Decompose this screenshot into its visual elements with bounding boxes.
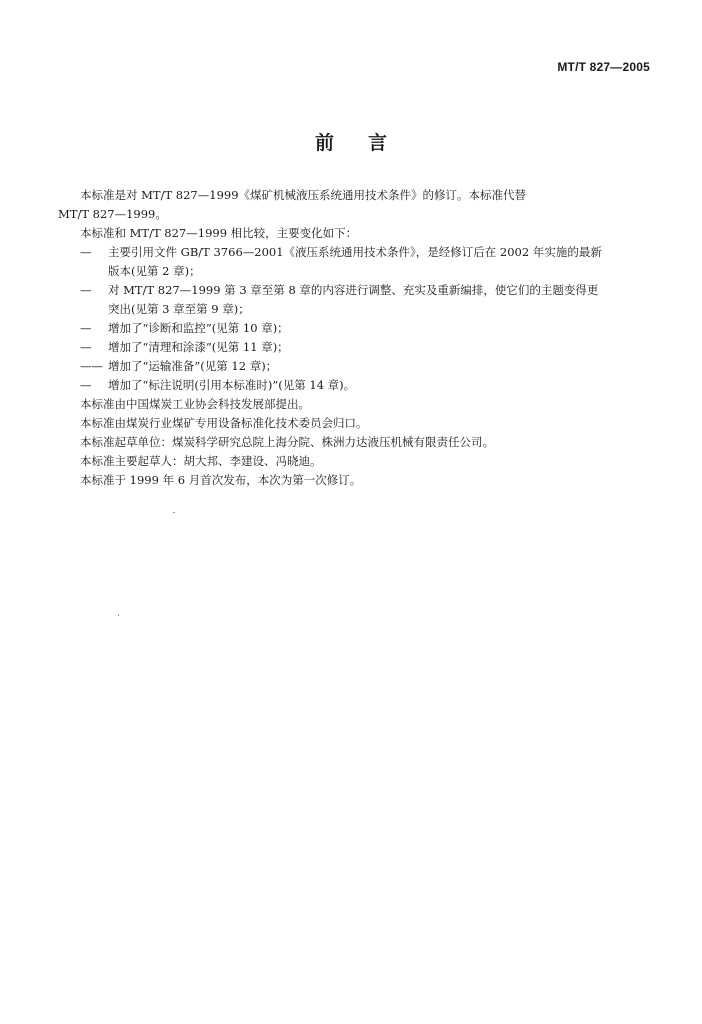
history-paragraph: 本标准于 1999 年 6 月首次发布，本次为第一次修订。 <box>80 473 362 487</box>
change-item <box>58 281 652 319</box>
intro-paragraph-line1: 本标准是对 MT/T 827—1999《煤矿机械液压系统通用技术条件》的修订。本标准代替 <box>80 188 527 202</box>
change-item-text: 增加了“诊断和监控”(见第 10 章)； <box>108 321 289 335</box>
change-item <box>58 338 652 357</box>
change-item-text-cont: 版本(见第 2 章)； <box>108 264 201 278</box>
change-item <box>58 376 652 395</box>
change-item <box>58 319 652 338</box>
change-item-text: 增加了“运输准备”(见第 12 章)； <box>108 359 278 373</box>
change-item-text: 对 MT/T 827—1999 第 3 章至第 8 章的内容进行调整、充实及重新编排，使它们的主题变得更 <box>108 283 599 297</box>
change-item-text: 增加了“标注说明(引用本标准时)”(见第 14 章)。 <box>108 378 356 392</box>
change-item-text-cont: 突出(见第 3 章至第 9 章)； <box>108 302 250 316</box>
standard-number: MT/T 827—2005 <box>557 60 650 74</box>
drafting-unit-paragraph: 本标准起草单位：煤炭科学研究总院上海分院、株洲力达液压机械有限责任公司。 <box>80 435 494 449</box>
page-title: 前言 <box>314 132 421 154</box>
list-dash: — <box>80 378 92 392</box>
change-item-text: 主要引用文件 GB/T 3766—2001《液压系统通用技术条件》，是经修订后在 2002 年实施的最新 <box>108 245 602 259</box>
proposer-paragraph: 本标准由中国煤炭工业协会科技发展部提出。 <box>80 397 310 411</box>
drafters-paragraph: 本标准主要起草人：胡大邦、李建设、冯晓迪。 <box>80 454 322 468</box>
change-item <box>58 357 652 376</box>
scan-speck <box>118 614 119 616</box>
intro-paragraph-line2: MT/T 827—1999。 <box>58 207 167 221</box>
list-dash: — <box>80 321 92 335</box>
list-dash: — <box>80 283 92 297</box>
change-item <box>58 243 652 281</box>
list-dash: — <box>80 340 92 354</box>
committee-paragraph: 本标准由煤炭行业煤矿专用设备标准化技术委员会归口。 <box>80 416 368 430</box>
list-dash: —— <box>80 359 103 373</box>
comparison-paragraph: 本标准和 MT/T 827—1999 相比较，主要变化如下： <box>80 226 358 240</box>
change-item-text: 增加了“清理和涂漆”(见第 11 章)； <box>108 340 289 354</box>
document-body <box>58 186 652 490</box>
list-dash: — <box>80 245 92 259</box>
scan-speck <box>173 512 175 513</box>
